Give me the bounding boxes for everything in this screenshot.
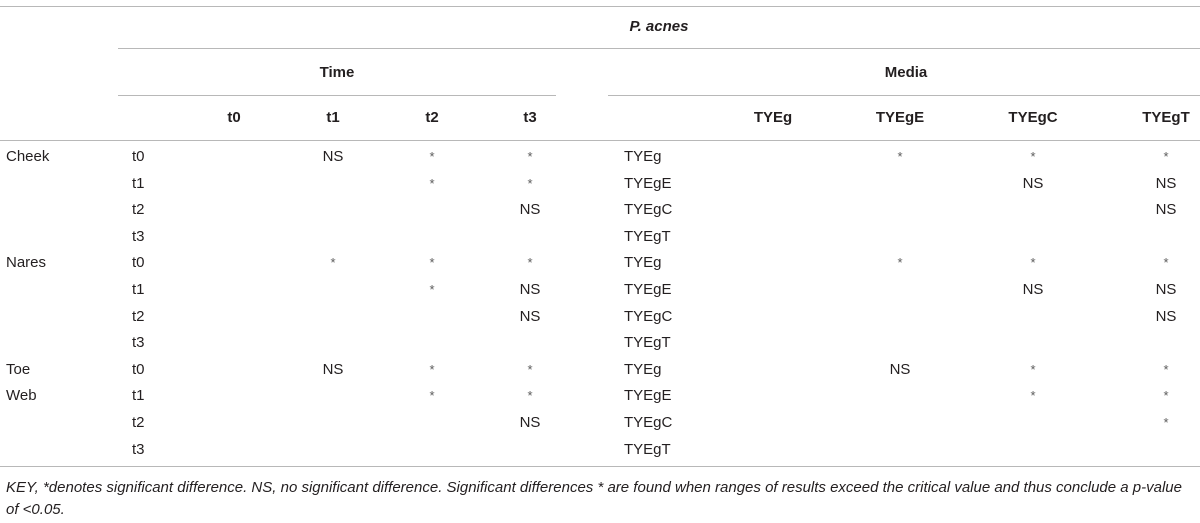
- cell-t3: *: [527, 361, 533, 377]
- cell-t2: *: [429, 149, 435, 164]
- site-cell: Cheek: [6, 148, 50, 165]
- media-rule: [608, 95, 1200, 96]
- header-bottom-rule: [0, 140, 1200, 141]
- cell-tyege: NS: [889, 360, 911, 378]
- cell-t2: *: [429, 175, 435, 191]
- cell-tyegt: NS: [1155, 174, 1177, 192]
- cell-t3: NS: [519, 201, 541, 219]
- cell-t1: NS: [322, 148, 344, 165]
- cell-t2: *: [429, 361, 435, 377]
- media-row-label: TYEgC: [624, 414, 673, 431]
- col-header-tyege: TYEgE: [875, 109, 925, 126]
- media-row-label: TYEgT: [624, 334, 671, 352]
- group-header: P. acnes: [629, 18, 689, 35]
- time-row-label: t3: [132, 334, 145, 352]
- cell-t2: *: [429, 388, 435, 404]
- time-row-label: t0: [132, 360, 145, 378]
- cell-t1: NS: [322, 360, 344, 378]
- cell-t2: *: [429, 255, 435, 271]
- col-header-t3: t3: [523, 109, 537, 126]
- cell-tyegc: NS: [1022, 281, 1044, 298]
- time-row-label: t3: [132, 227, 145, 245]
- cell-tyege: *: [897, 149, 903, 164]
- media-header: Media: [884, 64, 928, 81]
- cell-t1: *: [330, 255, 336, 271]
- cell-tyegt: *: [1163, 415, 1169, 430]
- cell-tyege: *: [897, 255, 903, 271]
- site-cell: Toe: [6, 360, 31, 378]
- cell-tyegt: *: [1163, 149, 1169, 164]
- col-header-t1: t1: [326, 109, 340, 126]
- cell-tyegt: *: [1163, 361, 1169, 377]
- col-header-tyegt: TYEgT: [1142, 109, 1190, 126]
- col-header-t2: t2: [425, 109, 439, 126]
- col-header-tyegc: TYEgC: [1008, 109, 1058, 126]
- time-row-label: t0: [132, 254, 145, 272]
- group-rule: [118, 48, 1200, 49]
- cell-tyegc: *: [1030, 255, 1036, 271]
- cell-tyegt: NS: [1155, 307, 1177, 325]
- media-row-label: TYEgT: [624, 227, 671, 245]
- media-row-label: TYEg: [624, 254, 662, 272]
- cell-tyegt: NS: [1155, 201, 1177, 219]
- media-row-label: TYEg: [624, 360, 662, 378]
- footnote: KEY, *denotes significant difference. NS, no significant difference. Significant differences * are found when ranges of results exceed the critical value and thus conclude a p-value of <0.05.: [6, 479, 1182, 518]
- cell-t3: *: [527, 255, 533, 271]
- cell-tyegc: NS: [1022, 174, 1044, 192]
- time-row-label: t1: [132, 387, 145, 405]
- cell-tyegc: *: [1030, 361, 1036, 377]
- time-rule: [118, 95, 556, 96]
- cell-t3: *: [527, 388, 533, 404]
- time-row-label: t1: [132, 174, 145, 192]
- media-row-label: TYEgC: [624, 307, 673, 325]
- cell-tyegt: *: [1163, 388, 1169, 404]
- media-row-label: TYEgE: [624, 174, 672, 192]
- time-row-label: t1: [132, 281, 145, 298]
- site-cell: Nares: [6, 254, 47, 272]
- cell-tyegt: NS: [1155, 281, 1177, 298]
- media-row-label: TYEgE: [624, 387, 672, 405]
- media-row-label: TYEgC: [624, 201, 673, 219]
- time-header: Time: [319, 64, 355, 81]
- time-row-label: t2: [132, 307, 145, 325]
- cell-tyegt: *: [1163, 255, 1169, 271]
- cell-tyegc: *: [1030, 149, 1036, 164]
- table-bottom-rule: [0, 466, 1200, 467]
- time-row-label: t0: [132, 148, 145, 165]
- cell-t3: NS: [519, 281, 541, 298]
- cell-t2: *: [429, 282, 435, 297]
- time-row-label: t2: [132, 201, 145, 219]
- top-rule: [0, 6, 1200, 7]
- time-row-label: t3: [132, 440, 145, 458]
- cell-t3: NS: [519, 307, 541, 325]
- cell-tyegc: *: [1030, 388, 1036, 404]
- cell-t3: *: [527, 149, 533, 164]
- site-cell: Web: [6, 387, 37, 405]
- cell-t3: *: [527, 175, 533, 191]
- col-header-t0: t0: [227, 109, 241, 126]
- media-row-label: TYEgT: [624, 440, 671, 458]
- col-header-tyeg: TYEg: [753, 109, 793, 126]
- media-row-label: TYEgE: [624, 281, 672, 298]
- media-row-label: TYEg: [624, 148, 662, 165]
- cell-t3: NS: [519, 414, 541, 431]
- time-row-label: t2: [132, 414, 145, 431]
